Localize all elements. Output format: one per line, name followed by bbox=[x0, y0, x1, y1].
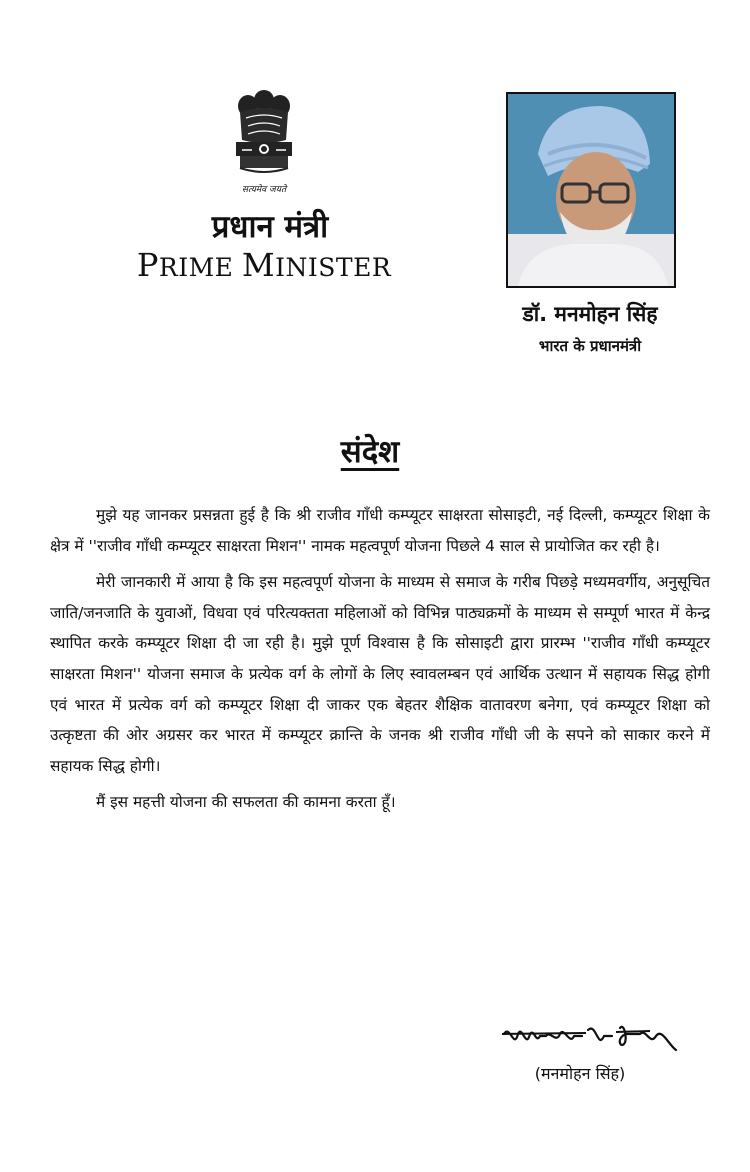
portrait-photo bbox=[506, 92, 676, 288]
handwritten-signature bbox=[500, 1020, 690, 1064]
emblem-motto: सत्यमेव जयते bbox=[241, 185, 287, 195]
pm-designation: भारत के प्रधानमंत्री bbox=[538, 337, 642, 355]
message-paragraph-3: मैं इस महत्ती योजना की सफलता की कामना करता हूँ। bbox=[96, 793, 396, 812]
office-title-hindi: प्रधान मंत्री bbox=[211, 209, 329, 245]
office-title-english: PRIME MINISTER bbox=[136, 246, 392, 284]
message-paragraph-2: मेरी जानकारी में आया है कि इस महत्वपूर्ण योजना के माध्यम से समाज के गरीब पिछड़े मध्यमवर्गीय, अनुसूचित जाति/जनजाति के युवाओं, विधवा एवं परित्यक्तता महिलाओं को विभिन्न पाठ्यक्रमों के माध्यम से सम्पूर्ण भारत में केन्द्र स्थापित करके कम्प्यूटर शिक्षा दी जा रही है। मुझे पूर्ण विश्वास है कि सोसाइटी द्वारा प्रारम्भ ''राजीव गाँधी कम्प्यूटर साक्षरता मिशन'' योजना समाज के प्रत्येक वर्ग के लोगों के लिए स्वावलम्बन एवं आर्थिक उत्थान में सहायक सिद्ध होगी एवं भारत में प्रत्येक वर्ग को कम्प्यूटर शिक्षा दी जाकर एक बेहतर शैक्षिक वातावरण बनेगा, एवं कम्प्यूटर शिक्षा को उत्कृष्टता की ओर अग्रसर कर भारत में कम्प्यूटर क्रान्ति के जनक श्री राजीव गाँधी जी के सपने को साकार करने में सहायक सिद्ध होगी। bbox=[50, 573, 710, 775]
national-emblem bbox=[218, 86, 310, 198]
pm-name: डॉ. मनमोहन सिंह bbox=[522, 302, 658, 326]
message-body bbox=[50, 500, 710, 824]
signatory-name: (मनमोहन सिंह) bbox=[534, 1064, 626, 1083]
message-paragraph-1: मुझे यह जानकर प्रसन्नता हुई है कि श्री राजीव गाँधी कम्प्यूटर साक्षरता सोसाइटी, नई दिल्ली, कम्प्यूटर शिक्षा के क्षेत्र में ''राजीव गाँधी कम्प्यूटर साक्षरता मिशन'' नामक महत्वपूर्ण योजना पिछले 4 साल से प्रायोजित कर रही है। bbox=[50, 506, 710, 555]
message-heading: संदेश bbox=[340, 434, 400, 470]
